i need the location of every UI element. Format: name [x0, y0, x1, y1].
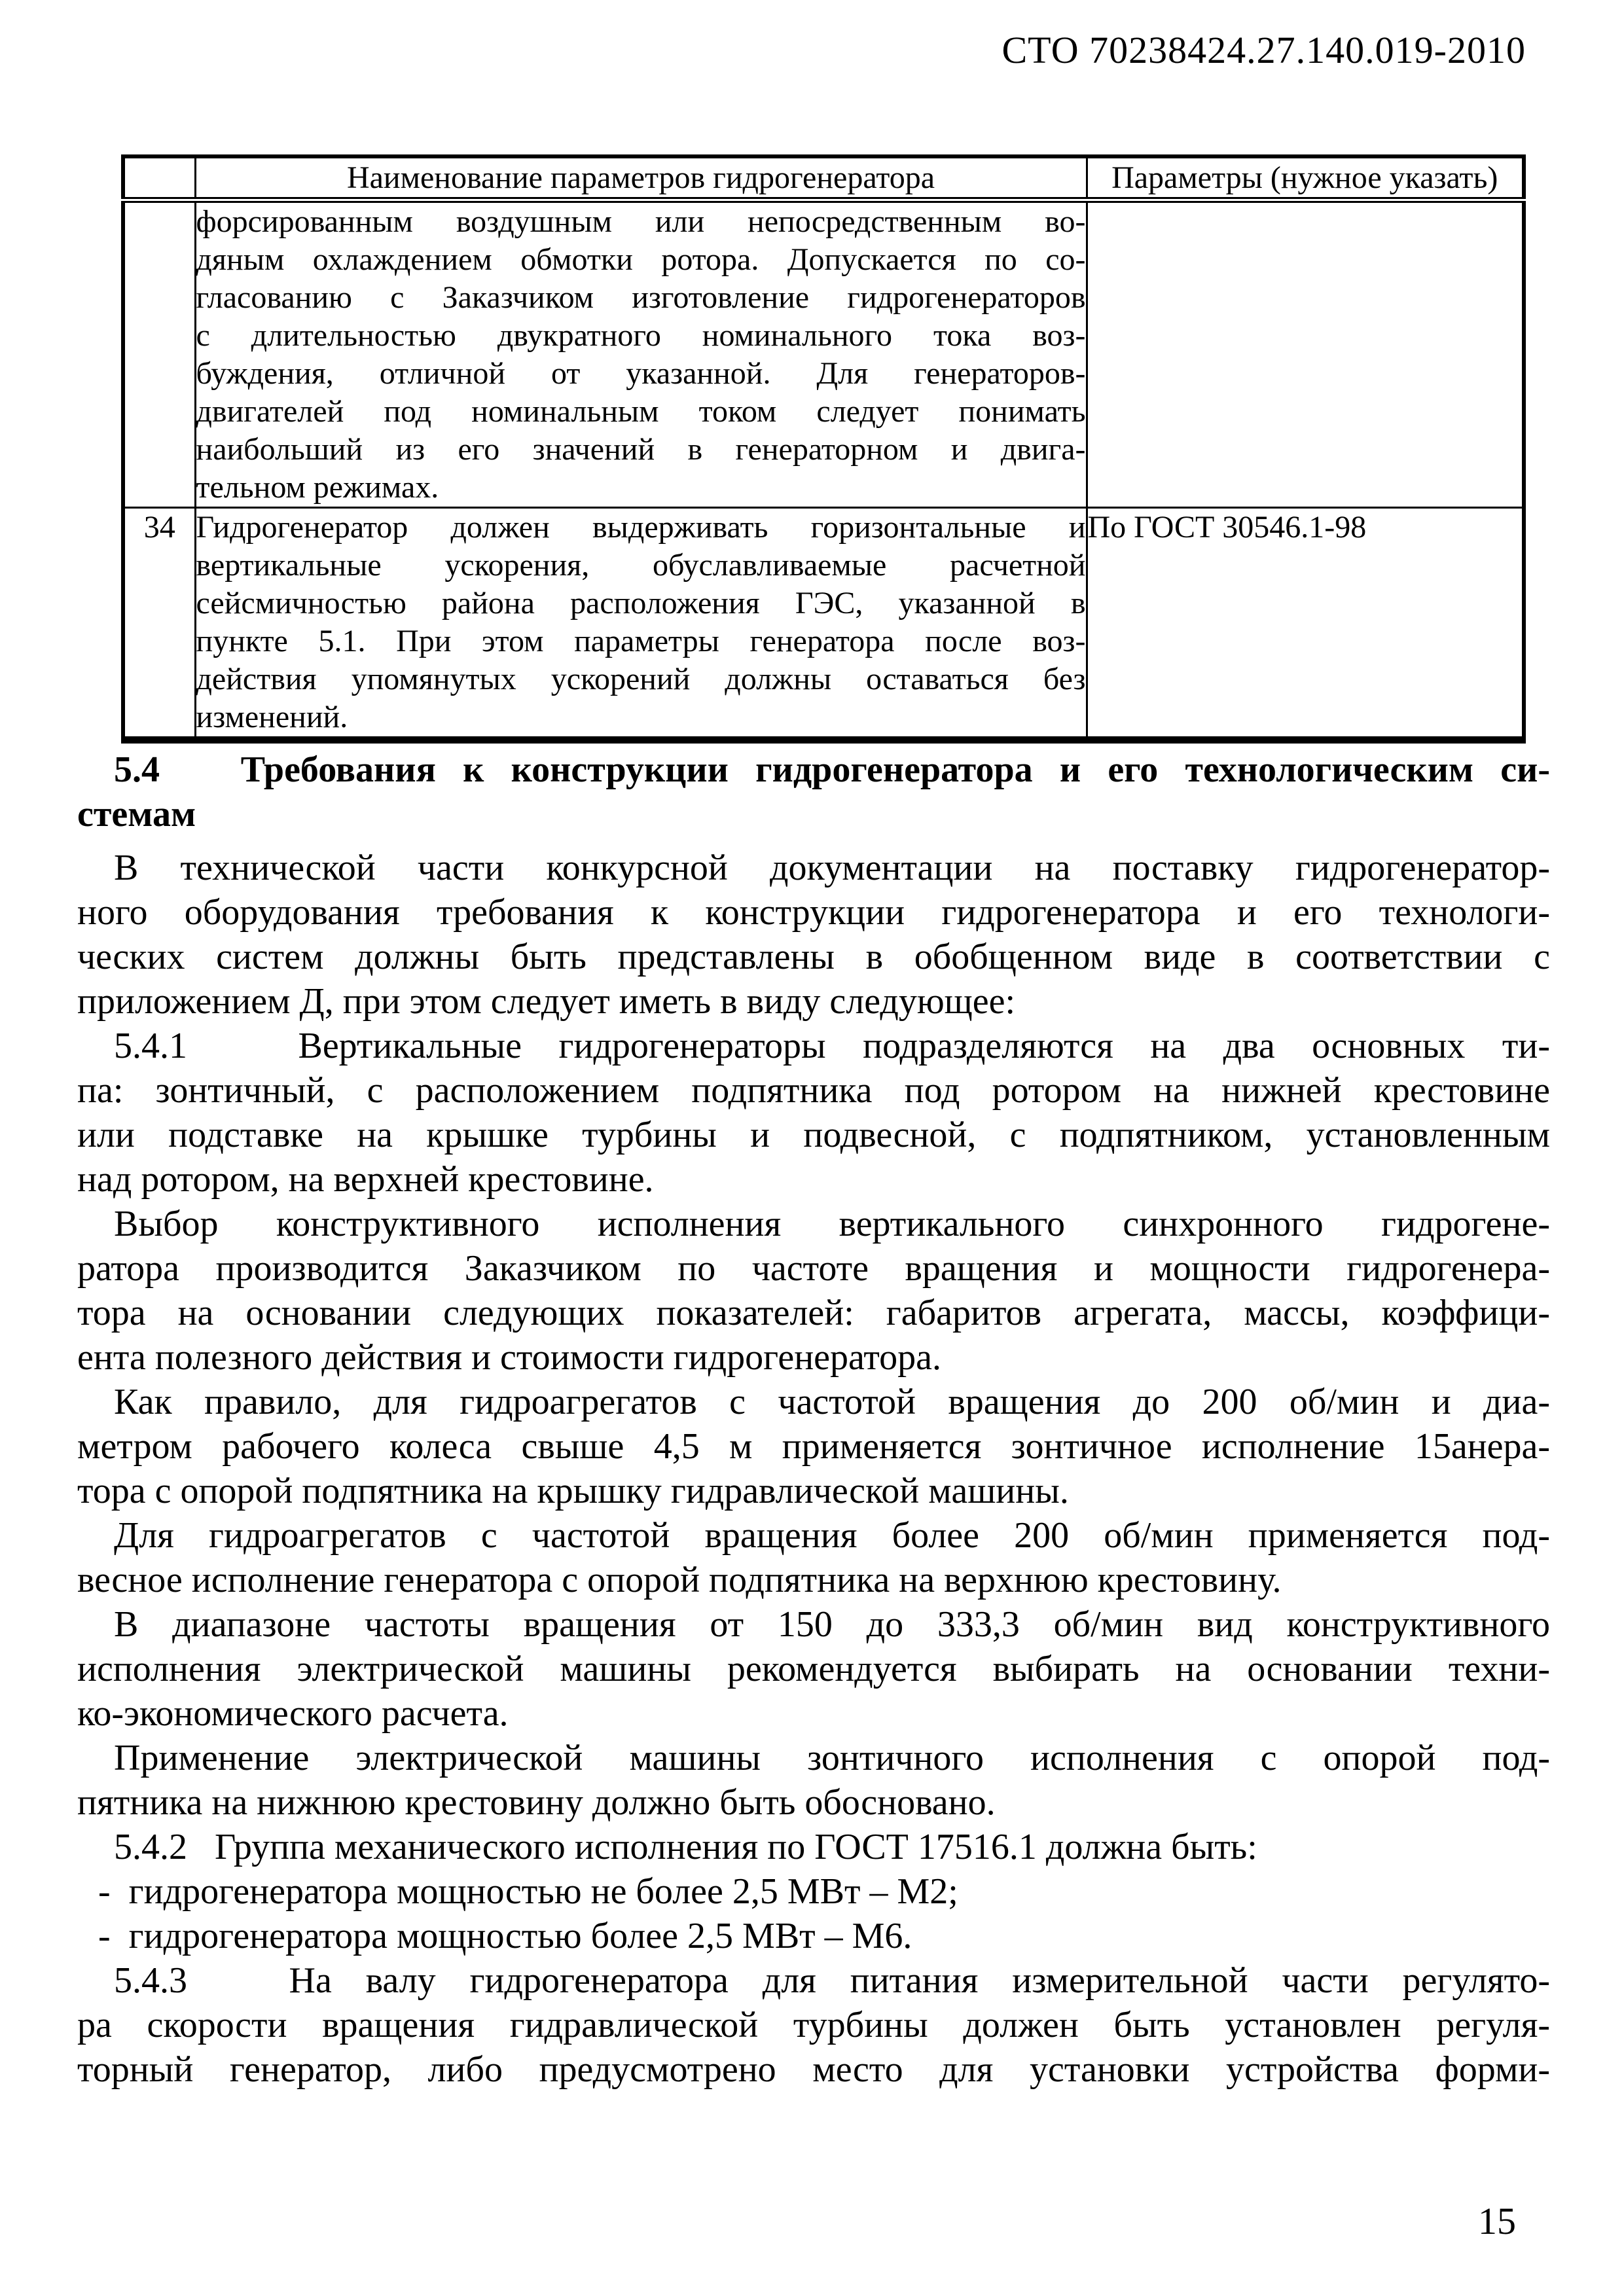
text-line: торный генератор, либо предусмотрено место для установки устройства форми-	[77, 2049, 1550, 2090]
text-line: стемам	[77, 794, 196, 834]
list-item: - гидрогенератора мощностью не более 2,5 МВт – М2;	[98, 1871, 958, 1912]
table-row	[123, 508, 1524, 740]
text-line: метром рабочего колеса свыше 4,5 м применяется зонтичное исполнение 15анера-	[77, 1426, 1550, 1467]
parameter-value-cell: По ГОСТ 30546.1-98	[1087, 508, 1524, 740]
text-line: ратора производится Заказчиком по частоте вращения и мощности гидрогенера-	[77, 1248, 1550, 1289]
text-line: В диапазоне частоты вращения от 150 до 333,3 об/мин вид конструктивного	[114, 1604, 1550, 1645]
text-line: Как правило, для гидроагрегатов с частотой вращения до 200 об/мин и диа-	[114, 1382, 1550, 1422]
text-line: 5.4.3 На валу гидрогенератора для питания измерительной части регулято-	[114, 1960, 1550, 2001]
cell-text-line: гласованию с Заказчиком изготовление гидрогенераторов	[196, 280, 1086, 315]
page-number: 15	[1478, 2200, 1516, 2242]
text-line: пятника на нижнюю крестовину должно быть обосновано.	[77, 1782, 996, 1823]
text-line: В технической части конкурсной документации на поставку гидрогенератор-	[114, 848, 1550, 888]
text-line: весное исполнение генератора с опорой подпятника на верхнюю крестовину.	[77, 1560, 1282, 1600]
parameters-table	[121, 154, 1526, 744]
text-line: па: зонтичный, с расположением подпятника под ротором на нижней крестовине	[77, 1070, 1550, 1111]
body-text	[77, 747, 1550, 2092]
parameter-value-cell	[1087, 200, 1524, 508]
text-line: или подставке на крышке турбины и подвесной, с подпятником, установленным	[77, 1115, 1550, 1155]
text-line: ко-экономического расчета.	[77, 1693, 509, 1734]
row-number-cell: 34	[123, 508, 195, 740]
row-number-cell	[123, 200, 195, 508]
table-header-name: Наименование параметров гидрогенератора	[195, 156, 1087, 200]
paragraph	[77, 846, 1550, 1024]
paragraph	[77, 1024, 1550, 1202]
paragraph	[77, 1380, 1550, 1513]
cell-text-line: буждения, отличной от указанной. Для генераторов-	[196, 356, 1086, 391]
text-line: Выбор конструктивного исполнения вертикального синхронного гидрогене-	[114, 1204, 1550, 1244]
running-header-doc-number: СТО 70238424.27.140.019-2010	[1001, 29, 1526, 71]
table-header-params: Параметры (нужное указать)	[1087, 156, 1524, 200]
param-table-body	[123, 156, 1524, 740]
parameter-name-cell	[195, 200, 1087, 508]
table-header-num	[123, 156, 195, 200]
parameter-name-cell	[195, 508, 1087, 740]
text-line: ного оборудования требования к конструкции гидрогенератора и его технологи-	[77, 892, 1550, 933]
section-heading	[77, 747, 1550, 836]
text-line: исполнения электрической машины рекомендуется выбирать на основании техни-	[77, 1649, 1550, 1689]
text-line: ческих систем должны быть представлены в обобщенном виде в соответствии с	[77, 937, 1550, 977]
paragraph	[77, 1736, 1550, 1825]
paragraph	[77, 1513, 1550, 1602]
dash-list	[77, 1869, 1550, 1958]
cell-text-line: сейсмичностью района расположения ГЭС, указанной в	[196, 586, 1086, 620]
text-line: Для гидроагрегатов с частотой вращения более 200 об/мин применяется под-	[114, 1515, 1550, 1556]
table-row	[123, 200, 1524, 508]
text-line: приложением Д, при этом следует иметь в виду следующее:	[77, 981, 1016, 1022]
paragraph	[77, 1202, 1550, 1380]
cell-text-line: наибольший из его значений в генераторном и двига-	[196, 432, 1086, 467]
text-line: 5.4.2 Группа механического исполнения по ГОСТ 17516.1 должна быть:	[114, 1827, 1257, 1867]
text-line: 5.4 Требования к конструкции гидрогенератора и его технологическим си-	[114, 749, 1550, 790]
list-item: - гидрогенератора мощностью более 2,5 МВт – М6.	[98, 1916, 912, 1956]
text-line: 5.4.1 Вертикальные гидрогенераторы подразделяются на два основных ти-	[114, 1026, 1550, 1066]
text-line: над ротором, на верхней крестовине.	[77, 1159, 654, 1200]
text-line: ра скорости вращения гидравлической турбины должен быть установлен регуля-	[77, 2005, 1550, 2045]
paragraph	[77, 1958, 1550, 2092]
text-line: ента полезного действия и стоимости гидрогенератора.	[77, 1337, 942, 1378]
text-line: Применение электрической машины зонтичного исполнения с опорой под-	[114, 1738, 1550, 1778]
cell-text-line: изменений.	[196, 700, 348, 734]
text-line: тора с опорой подпятника на крышку гидравлической машины.	[77, 1471, 1069, 1511]
cell-text-line: вертикальные ускорения, обуславливаемые расчетной	[196, 548, 1086, 583]
table-header-row	[123, 156, 1524, 200]
cell-text-line: двигателей под номинальным током следует понимать	[196, 394, 1086, 429]
cell-text-line: действия упомянутых ускорений должны оставаться без	[196, 662, 1086, 696]
cell-text-line: тельном режимах.	[196, 470, 439, 505]
text-line: тора на основании следующих показателей: габаритов агрегата, массы, коэффици-	[77, 1293, 1550, 1333]
cell-text-line: с длительностью двукратного номинального тока воз-	[196, 318, 1086, 353]
cell-text-line: пункте 5.1. При этом параметры генератора после воз-	[196, 624, 1086, 658]
paragraph	[77, 1825, 1550, 1869]
cell-text-line: дяным охлаждением обмотки ротора. Допускается по со-	[196, 242, 1086, 277]
cell-text-line: Гидрогенератор должен выдерживать горизонтальные и	[196, 510, 1086, 545]
cell-text-line: форсированным воздушным или непосредственным во-	[196, 204, 1086, 239]
paragraph	[77, 1602, 1550, 1736]
